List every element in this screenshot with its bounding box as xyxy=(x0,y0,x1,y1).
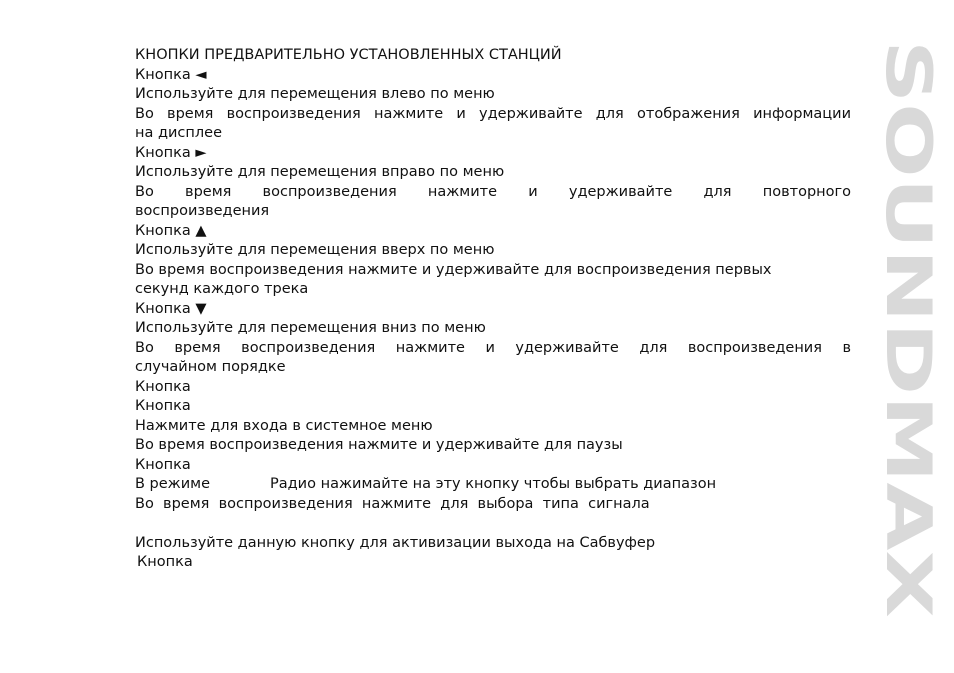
menu-button-title-2: Кнопка xyxy=(135,398,191,414)
right-button-hold-desc: Во время воспроизведения нажмите и удерживайте для повторного xyxy=(135,183,851,200)
menu-button-hold-desc: Во время воспроизведения нажмите и удерживайте для паузы xyxy=(135,437,623,453)
right-button-desc: Используйте для перемещения вправо по меню xyxy=(135,164,505,180)
down-button-title: Кнопка ▼ xyxy=(135,300,207,317)
right-button-title: Кнопка ► xyxy=(135,144,207,161)
manual-text-block xyxy=(135,46,851,573)
soundmax-logo-svg xyxy=(858,40,945,620)
left-button-hold-desc-cont: на дисплее xyxy=(135,125,222,141)
down-button-hold-desc: Во время воспроизведения нажмите и удерживайте для воспроизведения в xyxy=(135,339,851,356)
left-button-title: Кнопка ◄ xyxy=(135,66,207,83)
band-desc-start: В режиме xyxy=(135,476,211,492)
up-button-desc: Используйте для перемещения вверх по меню xyxy=(135,242,495,258)
band-button-play-desc: Во время воспроизведения нажмите для выбора типа сигнала xyxy=(135,495,650,512)
band-desc-end: Радио нажимайте на эту кнопку чтобы выбрать диапазон xyxy=(270,476,717,492)
left-button-hold-desc: Во время воспроизведения нажмите и удерживайте для отображения информации xyxy=(135,105,851,122)
sub-button-title: Кнопка xyxy=(137,554,193,570)
band-button-title: Кнопка xyxy=(135,456,191,473)
soundmax-logo-text: SOUNDMAX xyxy=(872,40,945,449)
band-button-desc xyxy=(135,475,851,495)
spacer xyxy=(135,514,851,534)
down-button-hold-desc-cont: случайном порядке xyxy=(135,359,286,375)
up-button-hold-desc: Во время воспроизведения нажмите и удерживайте для воспроизведения первых xyxy=(135,261,772,278)
up-button-hold-desc-cont: секунд каждого трека xyxy=(135,281,309,297)
menu-button-title-1: Кнопка xyxy=(135,378,191,395)
up-button-title: Кнопка ▲ xyxy=(135,222,207,239)
soundmax-logo xyxy=(858,40,945,620)
sub-button-desc: Используйте данную кнопку для активизации выхода на Сабвуфер xyxy=(135,534,656,551)
left-button-desc: Используйте для перемещения влево по меню xyxy=(135,86,495,102)
menu-button-desc: Нажмите для входа в системное меню xyxy=(135,417,433,434)
right-button-hold-desc-cont: воспроизведения xyxy=(135,203,270,219)
down-button-desc: Используйте для перемещения вниз по меню xyxy=(135,320,486,336)
section-heading: КНОПКИ ПРЕДВАРИТЕЛЬНО УСТАНОВЛЕННЫХ СТАНЦИЙ xyxy=(135,47,562,63)
